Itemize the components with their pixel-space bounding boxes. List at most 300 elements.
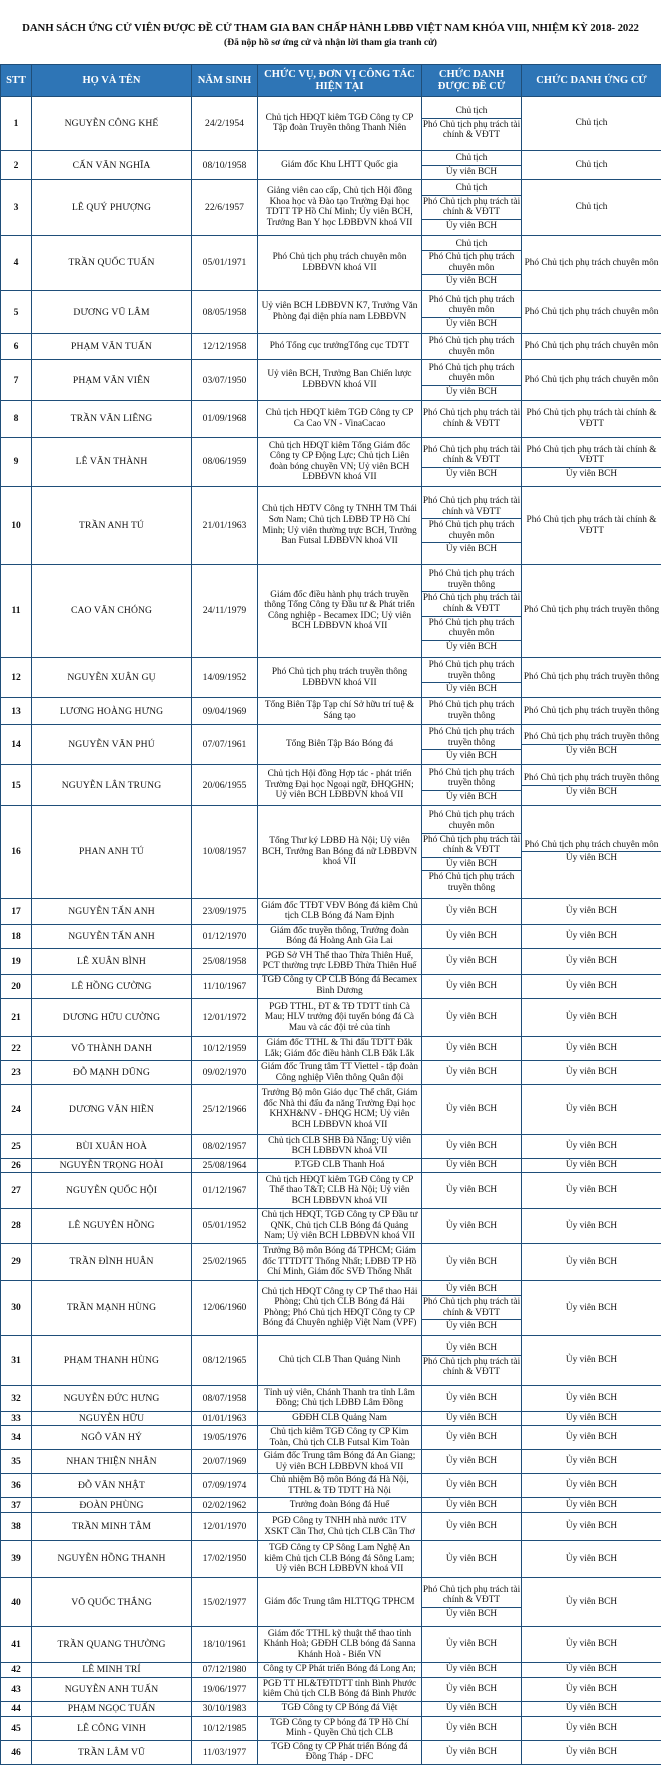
row-running — [522, 564, 661, 657]
nominated-item: Ủy viên BCH — [422, 640, 521, 654]
running-item: Ủy viên BCH — [565, 1104, 618, 1115]
row-name: LÊ XUÂN BÌNH — [32, 948, 192, 974]
running-item: Ủy viên BCH — [565, 1392, 618, 1403]
table-row — [1, 657, 661, 698]
row-running — [522, 1158, 661, 1173]
row-stt: 10 — [1, 487, 32, 565]
running-item: Ủy viên BCH — [565, 1456, 618, 1467]
row-job: Phó Chủ tịch phụ trách truyền thông LĐBĐVN khoá VII — [258, 657, 422, 698]
row-running — [522, 1244, 661, 1281]
row-job: TGĐ Công ty CP Bóng đá Việt — [258, 1701, 422, 1716]
nominated-item: Ủy viên BCH — [422, 1607, 521, 1621]
row-running — [522, 1061, 661, 1085]
nominated-item: Ủy viên BCH — [445, 1220, 498, 1231]
nominated-item: Ủy viên BCH — [445, 1283, 498, 1294]
row-nominated — [422, 97, 522, 151]
nominated-item: Ủy viên BCH — [445, 930, 498, 941]
row-stt: 17 — [1, 898, 32, 924]
row-birth: 24/11/1979 — [192, 564, 258, 657]
running-item: Ủy viên BCH — [565, 1256, 618, 1267]
nominated-item: Ủy viên BCH — [445, 1160, 498, 1171]
row-running — [522, 765, 661, 806]
row-name: NGUYỄN HỒNG THANH — [32, 1541, 192, 1578]
row-name: LÊ QUÝ PHƯỢNG — [32, 180, 192, 235]
row-job: Giám đốc truyền thông, Trưởng đoàn Bóng đá Hoàng Anh Gia Lai — [258, 924, 422, 948]
row-running — [522, 806, 661, 899]
row-name: NGUYỄN VĂN PHÚ — [32, 724, 192, 765]
row-nominated — [422, 1474, 522, 1498]
row-birth: 09/02/1970 — [192, 1061, 258, 1085]
row-name: NGUYỄN TRỌNG HOÀI — [32, 1158, 192, 1173]
nominated-item: Phó Chủ tịch phụ trách chuyên môn — [422, 616, 521, 640]
row-job: Tổng Biên Tập Tạp chí Sở hữu trí tuệ & Sáng tạo — [258, 698, 422, 724]
header-job: CHỨC VỤ, ĐƠN VỊ CÔNG TÁC HIỆN TẠI — [258, 65, 422, 97]
nominated-item: Phó Chủ tịch phụ trách tài chính & VĐTT — [422, 1584, 521, 1606]
nominated-item: Phó Chủ tịch phụ trách tài chính & VĐTT — [422, 1356, 521, 1378]
nominated-item: Phó Chủ tịch phụ trách truyền thông — [428, 569, 515, 590]
running-item: Ủy viên BCH — [522, 467, 661, 481]
row-running — [522, 948, 661, 974]
row-nominated — [422, 698, 522, 724]
row-birth: 15/02/1977 — [192, 1577, 258, 1627]
table-row — [1, 1061, 661, 1085]
row-job: Giám đốc Trung tâm TT Viettel - tập đoàn Công nghiệp Viễn thông Quân đội — [258, 1061, 422, 1085]
running-item: Phó Chủ tịch phụ trách chuyên môn — [524, 306, 659, 317]
row-birth: 10/12/1959 — [192, 1037, 258, 1061]
row-birth: 23/09/1975 — [192, 898, 258, 924]
row-nominated — [422, 724, 522, 765]
table-row — [1, 400, 661, 437]
table-row — [1, 487, 661, 565]
row-name: PHẠM NGỌC TUẤN — [32, 1701, 192, 1716]
row-nominated — [422, 150, 522, 179]
row-job: Phó Chủ tịch phụ trách chuyên môn LĐBĐVN khoá VII — [258, 235, 422, 290]
table-row — [1, 1450, 661, 1474]
row-running — [522, 974, 661, 998]
table-row — [1, 1037, 661, 1061]
row-job: Giám đốc Trung tâm Bóng đá An Giang; Uỷ viên BCH LĐBĐVN khoá VII — [258, 1450, 422, 1474]
row-nominated — [422, 1701, 522, 1716]
row-stt: 45 — [1, 1716, 32, 1740]
row-nominated — [422, 235, 522, 290]
row-birth: 01/01/1963 — [192, 1411, 258, 1426]
row-running — [522, 150, 661, 179]
row-birth: 11/03/1977 — [192, 1740, 258, 1764]
table-row — [1, 1085, 661, 1135]
running-item: Phó Chủ tịch phụ trách chuyên môn — [524, 341, 659, 352]
nominated-item: Phó Chủ tịch phụ trách truyền thông — [428, 660, 515, 681]
nominated-item: Phó Chủ tịch phụ trách tài chính & VĐTT — [422, 119, 521, 141]
row-nominated — [422, 334, 522, 360]
row-name: NGUYỄN ANH TUẤN — [32, 1677, 192, 1701]
row-name: NGUYỄN HỮU — [32, 1411, 192, 1426]
table-row — [1, 1474, 661, 1498]
row-stt: 15 — [1, 765, 32, 806]
row-job: TGĐ Công ty CP Phát triển Bóng đá Đồng Tháp - DFC — [258, 1740, 422, 1764]
row-stt: 32 — [1, 1385, 32, 1411]
nominated-item: Ủy viên BCH — [445, 1256, 498, 1267]
row-name: CẤN VĂN NGHĨA — [32, 150, 192, 179]
running-item: Ủy viên BCH — [565, 1067, 618, 1078]
nominated-item: Phó Chủ tịch phụ trách truyền thông — [428, 700, 515, 721]
row-running — [522, 400, 661, 437]
running-item: Ủy viên BCH — [565, 1432, 618, 1443]
nominated-item: Phó Chủ tịch phụ trách tài chính & VĐTT — [422, 593, 521, 614]
row-birth: 30/10/1983 — [192, 1701, 258, 1716]
table-row — [1, 948, 661, 974]
row-job: Chủ nhiệm Bộ môn Bóng đá Hà Nội, TTHL & TĐ TDTT Hà Nội — [258, 1474, 422, 1498]
row-job: Chủ tịch CLB Than Quảng Ninh — [258, 1336, 422, 1386]
running-item: Phó Chủ tịch phụ trách tài chính & VĐTT — [526, 408, 657, 429]
row-running — [522, 1280, 661, 1335]
nominated-item: Phó Chủ tịch phụ trách tài chính & VĐTT — [422, 408, 521, 429]
nominated-item: Ủy viên BCH — [445, 1521, 498, 1532]
running-item: Chủ tịch — [575, 159, 608, 170]
row-running — [522, 334, 661, 360]
row-stt: 7 — [1, 360, 32, 401]
table-row — [1, 1336, 661, 1386]
row-birth: 25/08/1964 — [192, 1158, 258, 1173]
table-row — [1, 1280, 661, 1335]
nominated-item: Ủy viên BCH — [445, 1639, 498, 1650]
row-running — [522, 657, 661, 698]
table-row — [1, 334, 661, 360]
running-item: Ủy viên BCH — [522, 785, 661, 799]
table-row — [1, 974, 661, 998]
nominated-item: Ủy viên BCH — [422, 790, 521, 804]
row-stt: 34 — [1, 1426, 32, 1450]
running-item: Phó Chủ tịch phụ trách truyền thông — [523, 732, 660, 743]
nominated-item: Ủy viên BCH — [445, 1067, 498, 1078]
row-running — [522, 1513, 661, 1541]
header-birth: NĂM SINH — [192, 65, 258, 97]
row-birth: 25/08/1958 — [192, 948, 258, 974]
row-stt: 37 — [1, 1497, 32, 1512]
row-stt: 11 — [1, 564, 32, 657]
table-row — [1, 1627, 661, 1662]
row-nominated — [422, 1497, 522, 1512]
table-row — [1, 564, 661, 657]
table-row — [1, 1385, 661, 1411]
table-row — [1, 765, 661, 806]
row-name: PHAN ANH TÚ — [32, 806, 192, 899]
nominated-item: Ủy viên BCH — [445, 1722, 498, 1733]
row-name: DƯƠNG VŨ LÂM — [32, 291, 192, 334]
row-name: NGUYỄN TẤN ANH — [32, 898, 192, 924]
row-nominated — [422, 1411, 522, 1426]
row-birth: 12/01/1970 — [192, 1513, 258, 1541]
running-item: Ủy viên BCH — [565, 1747, 618, 1758]
row-job: Trưởng Bộ môn Giáo dục Thể chất, Giám đốc Nhà thi đấu đa năng Trường Đại học KHXH&NV - ĐHQG HCM; Uỷ viên BCH LĐBĐVN khoá VII — [258, 1085, 422, 1135]
row-stt: 20 — [1, 974, 32, 998]
running-item: Phó Chủ tịch phụ trách tài chính & VĐTT — [526, 514, 657, 536]
table-row — [1, 437, 661, 487]
row-stt: 6 — [1, 334, 32, 360]
row-birth: 10/12/1985 — [192, 1716, 258, 1740]
row-running — [522, 1701, 661, 1716]
row-nominated — [422, 765, 522, 806]
running-item: Ủy viên BCH — [565, 1185, 618, 1196]
row-stt: 38 — [1, 1513, 32, 1541]
row-job: Tổng Thư ký LĐBĐ Hà Nội; Uỷ viên BCH, Trưởng Ban Bóng đá nữ LĐBĐVN khoá VII — [258, 806, 422, 899]
nominated-item: Ủy viên BCH — [445, 1664, 498, 1675]
running-item: Ủy viên BCH — [565, 1703, 618, 1714]
row-job: Chủ tịch HĐQT Công ty CP Thể thao Hải Phòng; Chủ tịch CLB Bóng đá Hải Phòng; Phó Chủ tịch HĐQT Công ty CP Bóng đá Chuyên nghiệp Việt Nam (VPF) — [258, 1280, 422, 1335]
table-row — [1, 898, 661, 924]
table-row — [1, 1662, 661, 1677]
page-title: DANH SÁCH ỨNG CỬ VIÊN ĐƯỢC ĐỀ CỬ THAM GIA BAN CHẤP HÀNH LĐBĐ VIỆT NAM KHÓA VIII, NHIỆM KỲ 2018- 2022 — [22, 22, 639, 34]
row-name: PHẠM VĂN VIÊN — [32, 360, 192, 401]
nominated-item: Ủy viên BCH — [445, 1703, 498, 1714]
row-running — [522, 1336, 661, 1386]
row-nominated — [422, 1385, 522, 1411]
running-item: Chủ tịch — [575, 202, 608, 213]
row-job: Phó Tổng cục trưởngTổng cục TDTT — [258, 334, 422, 360]
row-nominated — [422, 1513, 522, 1541]
row-job: Giám đốc TTĐT VĐV Bóng đá kiêm Chủ tịch CLB Bóng đá Nam Định — [258, 898, 422, 924]
row-birth: 14/09/1952 — [192, 657, 258, 698]
running-item: Ủy viên BCH — [565, 1043, 618, 1054]
row-name: VÕ THÀNH DANH — [32, 1037, 192, 1061]
nominated-item: Phó Chủ tịch phụ trách tài chính & VĐTT — [422, 834, 521, 856]
row-birth: 21/01/1963 — [192, 487, 258, 565]
row-nominated — [422, 924, 522, 948]
running-item: Ủy viên BCH — [565, 1521, 618, 1532]
row-stt: 16 — [1, 806, 32, 899]
row-nominated — [422, 1662, 522, 1677]
nominated-item: Ủy viên BCH — [422, 542, 521, 556]
row-running — [522, 487, 661, 565]
row-stt: 12 — [1, 657, 32, 698]
row-nominated — [422, 1716, 522, 1740]
row-birth: 01/09/1968 — [192, 400, 258, 437]
row-name: TRẦN ĐÌNH HUÂN — [32, 1244, 192, 1281]
row-birth: 12/01/1972 — [192, 998, 258, 1037]
nominated-item: Phó Chủ tịch phụ trách chuyên môn — [428, 362, 515, 384]
row-job: Giám đốc điều hành phụ trách truyền thông Tổng Công ty Đầu tư & Phát triển Công nghiệp - Becamex IDC; Uỷ viên BCH LĐBĐVN khoá VII — [258, 564, 422, 657]
row-nominated — [422, 291, 522, 334]
running-item: Ủy viên BCH — [565, 980, 618, 991]
row-running — [522, 998, 661, 1037]
row-running — [522, 1037, 661, 1061]
row-job: PGĐ Sở VH Thể thao Thừa Thiên Huế, PCT thường trực LĐBĐ Thừa Thiên Huế — [258, 948, 422, 974]
nominated-item: Ủy viên BCH — [445, 1480, 498, 1491]
row-running — [522, 1385, 661, 1411]
row-nominated — [422, 948, 522, 974]
row-stt: 21 — [1, 998, 32, 1037]
row-nominated — [422, 1740, 522, 1764]
nominated-item: Ủy viên BCH — [422, 1319, 521, 1333]
row-name: NGUYỄN CÔNG KHẾ — [32, 97, 192, 151]
row-nominated — [422, 1280, 522, 1335]
row-nominated — [422, 1173, 522, 1208]
row-stt: 24 — [1, 1085, 32, 1135]
row-birth: 08/10/1958 — [192, 150, 258, 179]
row-stt: 1 — [1, 97, 32, 151]
header-running: CHỨC DANH ỨNG CỬ — [522, 65, 661, 97]
row-job: Tổng Biên Tập Báo Bóng đá — [258, 724, 422, 765]
row-running — [522, 1541, 661, 1578]
row-job: Trưởng Bộ môn Bóng đá TPHCM; Giám đốc TTTDTT Thống Nhất; LĐBĐ TP Hồ Chí Minh, Giám đốc SVĐ Thống Nhất — [258, 1244, 422, 1281]
table-row — [1, 1244, 661, 1281]
nominated-item: Ủy viên BCH — [445, 1012, 498, 1023]
row-birth: 01/12/1967 — [192, 1173, 258, 1208]
row-nominated — [422, 487, 522, 565]
row-name: ĐỖ MẠNH DŨNG — [32, 1061, 192, 1085]
row-running — [522, 1677, 661, 1701]
table-row — [1, 1677, 661, 1701]
row-job: Chủ tịch CLB SHB Đà Nẵng; Uỷ viên BCH LĐBĐVN khoá VII — [258, 1134, 422, 1158]
row-name: NGÔ VĂN HÝ — [32, 1426, 192, 1450]
page-subtitle: (Đã nộp hồ sơ ứng cử và nhận lời tham gia tranh cử) — [224, 38, 437, 48]
row-stt: 40 — [1, 1577, 32, 1627]
nominated-item: Ủy viên BCH — [422, 682, 521, 696]
row-name: NGUYỄN QUỐC HỘI — [32, 1173, 192, 1208]
row-name: LÊ NGUYÊN HỒNG — [32, 1208, 192, 1243]
row-name: LÊ MINH TRÍ — [32, 1662, 192, 1677]
row-name: LÊ CÔNG VINH — [32, 1716, 192, 1740]
table-row — [1, 1497, 661, 1512]
row-nominated — [422, 400, 522, 437]
row-nominated — [422, 1450, 522, 1474]
nominated-item: Phó Chủ tịch phụ trách chuyên môn — [422, 518, 521, 542]
row-running — [522, 1208, 661, 1243]
row-nominated — [422, 1541, 522, 1578]
row-stt: 14 — [1, 724, 32, 765]
header-nominated: CHỨC DANH ĐƯỢC ĐỀ CỬ — [422, 65, 522, 97]
row-birth: 02/02/1962 — [192, 1497, 258, 1512]
row-name: ĐOÀN PHÙNG — [32, 1497, 192, 1512]
table-row — [1, 1208, 661, 1243]
table-row — [1, 998, 661, 1037]
row-birth: 03/07/1950 — [192, 360, 258, 401]
nominated-item: Ủy viên BCH — [422, 165, 521, 179]
row-running — [522, 1450, 661, 1474]
running-item: Ủy viên BCH — [565, 1160, 618, 1171]
row-nominated — [422, 898, 522, 924]
table-row — [1, 360, 661, 401]
row-name: TRẦN ANH TÚ — [32, 487, 192, 565]
table-row — [1, 235, 661, 290]
nominated-item: Chủ tịch — [455, 152, 488, 163]
nominated-item: Phó Chủ tịch phụ trách chuyên môn — [428, 810, 515, 831]
running-item: Ủy viên BCH — [565, 1012, 618, 1023]
nominated-item: Ủy viên BCH — [445, 1185, 498, 1196]
row-name: CAO VĂN CHÓNG — [32, 564, 192, 657]
row-birth: 24/2/1954 — [192, 97, 258, 151]
row-stt: 22 — [1, 1037, 32, 1061]
row-running — [522, 235, 661, 290]
row-birth: 12/12/1958 — [192, 334, 258, 360]
row-birth: 09/04/1969 — [192, 698, 258, 724]
nominated-item: Ủy viên BCH — [445, 980, 498, 991]
row-birth: 20/07/1969 — [192, 1450, 258, 1474]
running-item: Phó Chủ tịch phụ trách truyền thông — [523, 605, 660, 616]
row-stt: 44 — [1, 1701, 32, 1716]
running-item: Phó Chủ tịch phụ trách truyền thông — [523, 672, 660, 683]
table-row — [1, 291, 661, 334]
row-stt: 19 — [1, 948, 32, 974]
running-item: Phó Chủ tịch phụ trách chuyên môn — [524, 257, 659, 268]
row-nominated — [422, 1134, 522, 1158]
row-stt: 30 — [1, 1280, 32, 1335]
row-stt: 33 — [1, 1411, 32, 1426]
running-item: Ủy viên BCH — [565, 1722, 618, 1733]
row-job: Giám đốc Khu LHTT Quốc gia — [258, 150, 422, 179]
row-job: TGĐ Công ty CP Sông Lam Nghệ An kiêm Chủ tịch CLB Bóng đá Sông Lam; Uỷ viên BCH LĐBĐVN khoá VII — [258, 1541, 422, 1578]
row-name: DƯƠNG VĂN HIỀN — [32, 1085, 192, 1135]
row-birth: 10/08/1957 — [192, 806, 258, 899]
row-nominated — [422, 1677, 522, 1701]
candidates-table — [0, 64, 661, 1765]
row-running — [522, 724, 661, 765]
row-running — [522, 360, 661, 401]
row-job: PGĐ TT HL&TĐTDTT tỉnh Bình Phước kiêm Chủ tịch CLB Bóng đá Bình Phước — [258, 1677, 422, 1701]
nominated-item: Ủy viên BCH — [445, 1456, 498, 1467]
row-birth: 08/07/1958 — [192, 1385, 258, 1411]
row-stt: 41 — [1, 1627, 32, 1662]
nominated-item: Ủy viên BCH — [445, 1499, 498, 1510]
row-nominated — [422, 1627, 522, 1662]
row-stt: 25 — [1, 1134, 32, 1158]
row-stt: 2 — [1, 150, 32, 179]
row-job: Chủ tịch kiêm TGĐ Công ty CP Kim Toàn, Chủ tịch CLB Futsal Kim Toàn — [258, 1426, 422, 1450]
nominated-item: Ủy viên BCH — [445, 1140, 498, 1151]
row-name: TRẦN VĂN LIÊNG — [32, 400, 192, 437]
row-job: Tỉnh uỷ viên, Chánh Thanh tra tỉnh Lâm Đồng; Chủ tịch LĐBĐ Lâm Đồng — [258, 1385, 422, 1411]
nominated-item: Chủ tịch — [455, 238, 488, 249]
nominated-item: Ủy viên BCH — [445, 1432, 498, 1443]
row-job: Chủ tịch HĐTV Công ty TNHH TM Thái Sơn Nam; Chủ tịch LĐBĐ TP Hồ Chí Minh; Uỷ viên thường trực BCH, Trưởng Ban Futsal LĐBĐVN khoá VII — [258, 487, 422, 565]
row-running — [522, 924, 661, 948]
row-running — [522, 1716, 661, 1740]
row-running — [522, 1085, 661, 1135]
row-birth: 17/02/1950 — [192, 1541, 258, 1578]
row-birth: 08/02/1957 — [192, 1134, 258, 1158]
row-name: NGUYỄN TẤN ANH — [32, 924, 192, 948]
nominated-item: Ủy viên BCH — [445, 906, 498, 917]
row-running — [522, 1134, 661, 1158]
row-stt: 18 — [1, 924, 32, 948]
row-running — [522, 1173, 661, 1208]
nominated-item: Phó Chủ tịch phụ trách truyền thông — [428, 767, 515, 789]
row-stt: 5 — [1, 291, 32, 334]
row-job: PGĐ TTHL, ĐT & TĐ TDTT tỉnh Cà Mau; HLV trưởng đội tuyển bóng đá Cà Mau và các đội trẻ của tỉnh — [258, 998, 422, 1037]
running-item: Ủy viên BCH — [565, 1480, 618, 1491]
nominated-item: Phó Chủ tịch phụ trách chuyên môn — [422, 250, 521, 274]
table-row — [1, 806, 661, 899]
row-name: LƯƠNG HOÀNG HƯNG — [32, 698, 192, 724]
table-row — [1, 1716, 661, 1740]
row-running — [522, 437, 661, 487]
running-item: Ủy viên BCH — [565, 1140, 618, 1151]
row-running — [522, 1426, 661, 1450]
nominated-item: Phó Chủ tịch phụ trách tài chính & VĐTT — [422, 196, 521, 218]
row-job: GĐĐH CLB Quảng Nam — [258, 1411, 422, 1426]
running-item: Ủy viên BCH — [522, 744, 661, 758]
row-running — [522, 1662, 661, 1677]
row-name: TRẦN QUANG THƯỜNG — [32, 1627, 192, 1662]
running-item: Ủy viên BCH — [565, 930, 618, 941]
row-stt: 9 — [1, 437, 32, 487]
row-stt: 29 — [1, 1244, 32, 1281]
row-birth: 12/06/1960 — [192, 1280, 258, 1335]
nominated-item: Ủy viên BCH — [422, 317, 521, 331]
running-item: Phó Chủ tịch phụ trách truyền thông — [523, 705, 660, 716]
header-stt: STT — [1, 65, 32, 97]
row-birth: 08/05/1958 — [192, 291, 258, 334]
table-row — [1, 1701, 661, 1716]
